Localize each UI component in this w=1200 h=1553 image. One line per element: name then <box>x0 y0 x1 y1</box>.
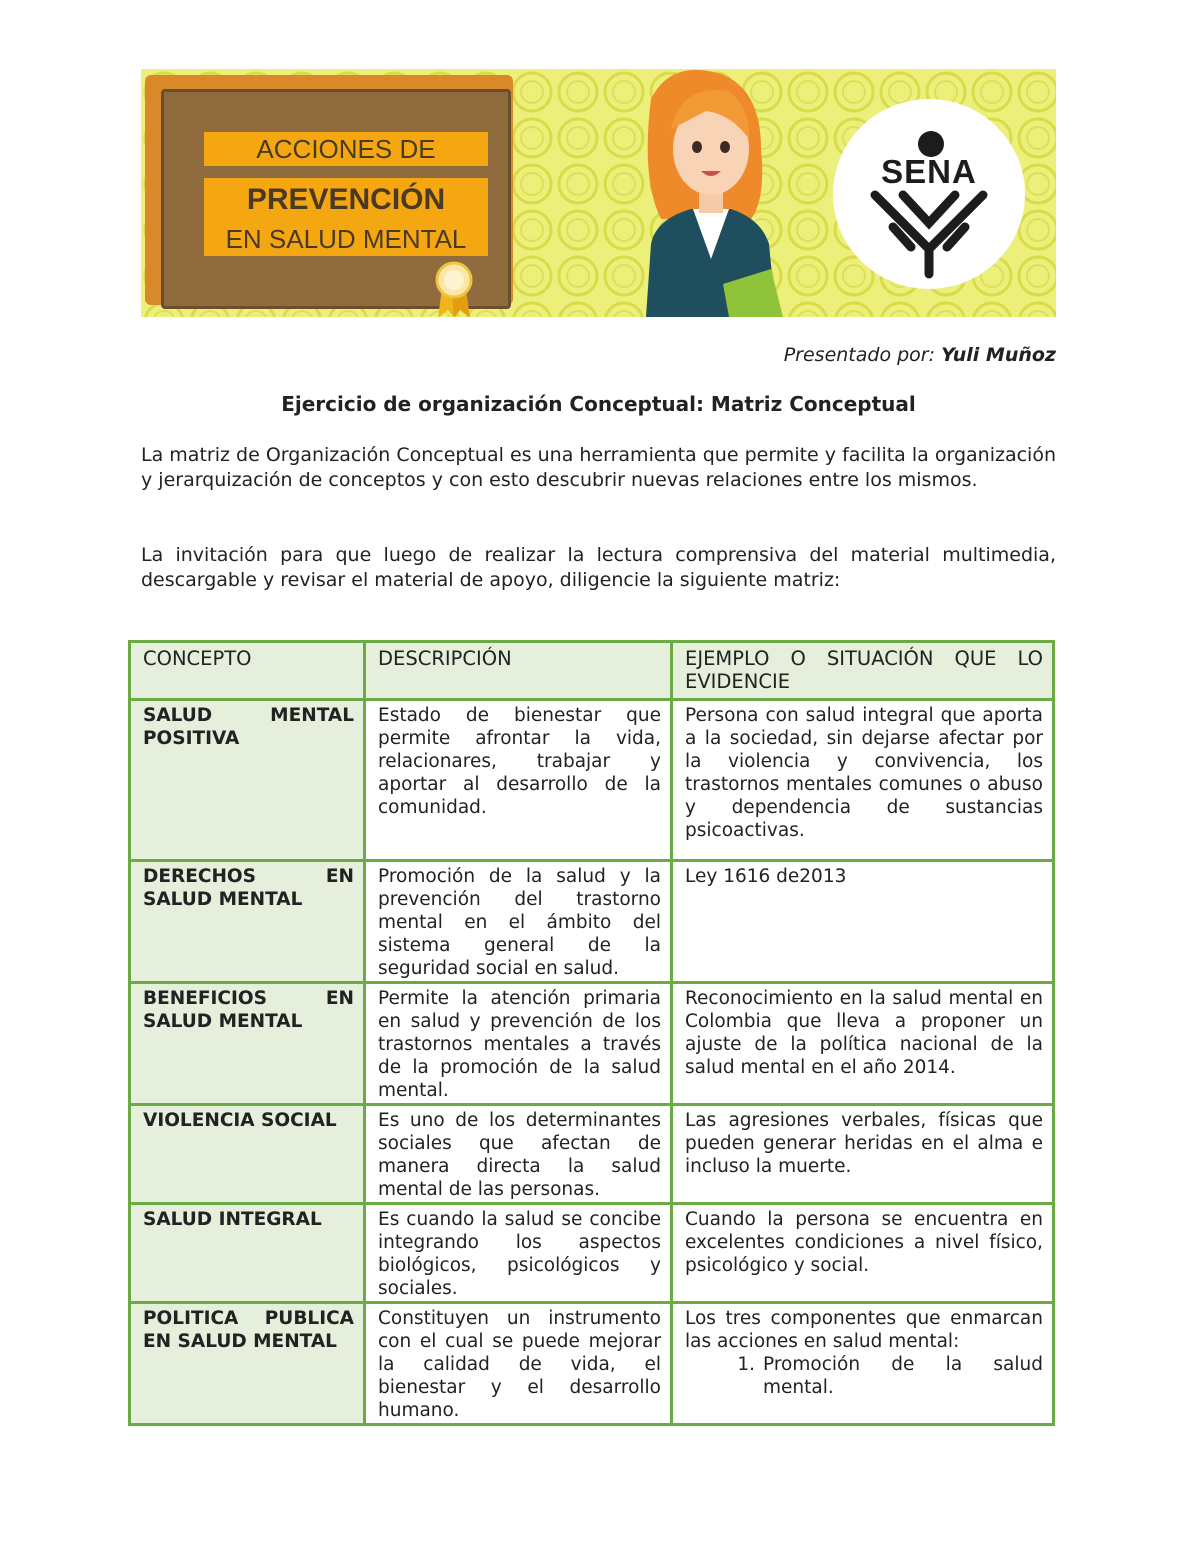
table-row <box>130 700 1054 861</box>
concept-cell: SALUD INTEGRAL <box>130 1204 365 1303</box>
header-concept: CONCEPTO <box>130 642 365 700</box>
concept-cell: VIOLENCIA SOCIAL <box>130 1105 365 1204</box>
banner-line-1: ACCIONES DE <box>204 132 488 166</box>
example-text: Los tres componentes que enmarcan las acciones en salud mental: <box>685 1308 1043 1352</box>
sena-logo <box>833 99 1025 289</box>
description-cell: Es cuando la salud se concibe integrando los aspectos biológicos, psicológicos y sociales. <box>365 1204 672 1303</box>
description-cell: Constituyen un instrumento con el cual se puede mejorar la calidad de vida, el bienestar y el desarrollo humano. <box>365 1303 672 1425</box>
banner-line-3: EN SALUD MENTAL <box>204 222 488 256</box>
table-row <box>130 983 1054 1105</box>
page-title: Ejercicio de organización Conceptual: Matriz Conceptual <box>281 392 916 416</box>
example-cell: Reconocimiento en la salud mental en Colombia que lleva a proponer un ajuste de la política nacional de la salud mental en el año 2014. <box>672 983 1054 1105</box>
sena-logo-icon <box>833 99 1025 289</box>
concept-cell: BENEFICIOS EN SALUD MENTAL <box>130 983 365 1105</box>
logo-text: SENA <box>881 153 977 190</box>
presented-label: Presentado por: <box>783 344 936 366</box>
example-cell: Persona con salud integral que aporta a la sociedad, sin dejarse afectar por la violencia y convivencia, los trastornos mentales comunes o abuso y dependencia de sustancias psicoactivas. <box>672 700 1054 861</box>
list-item <box>685 1353 1043 1399</box>
list-number: 1. <box>737 1354 755 1375</box>
concept-cell: DERECHOS EN SALUD MENTAL <box>130 861 365 983</box>
concept-cell: POLITICA PUBLICA EN SALUD MENTAL <box>130 1303 365 1425</box>
table-row <box>130 1105 1054 1204</box>
medal-icon <box>434 260 474 317</box>
description-cell: Es uno de los determinantes sociales que afectan de manera directa la salud mental de las personas. <box>365 1105 672 1204</box>
description-cell: Permite la atención primaria en salud y prevención de los trastornos mentales a través de la promoción de la salud mental. <box>365 983 672 1105</box>
header-example: EJEMPLO O SITUACIÓN QUE LO EVIDENCIE <box>672 642 1054 700</box>
example-cell: Cuando la persona se encuentra en excelentes condiciones a nivel físico, psicológico y social. <box>672 1204 1054 1303</box>
table-row <box>130 1204 1054 1303</box>
woman-illustration <box>611 69 801 317</box>
plaque <box>161 89 511 309</box>
table-header-row <box>130 642 1054 700</box>
plaque-frame <box>145 75 513 305</box>
example-cell: Ley 1616 de2013 <box>672 861 1054 983</box>
concept-cell: SALUD MENTAL POSITIVA <box>130 700 365 861</box>
example-cell <box>672 1303 1054 1425</box>
description-cell: Estado de bienestar que permite afrontar la vida, relacionares, trabajar y aportar al desarrollo de la comunidad. <box>365 700 672 861</box>
banner-line-2: PREVENCIÓN <box>204 178 488 222</box>
concept-matrix-table <box>128 640 1055 1426</box>
presented-by <box>784 344 1056 366</box>
example-cell: Las agresiones verbales, físicas que pueden generar heridas en el alma e incluso la muerte. <box>672 1105 1054 1204</box>
table-row <box>130 1303 1054 1425</box>
presenter-name: Yuli Muñoz <box>941 344 1056 366</box>
instruction-paragraph: La invitación para que luego de realizar la lectura comprensiva del material multimedia, descargable y revisar el material de apoyo, diligencie la siguiente matriz: <box>141 544 1056 591</box>
table-row <box>130 861 1054 983</box>
header-description: DESCRIPCIÓN <box>365 642 672 700</box>
header-banner <box>141 69 1056 317</box>
intro-paragraph: La matriz de Organización Conceptual es una herramienta que permite y facilita la organización y jerarquización de conceptos y con esto descubrir nuevas relaciones entre los mismos. <box>141 444 1056 491</box>
list-text: Promoción de la salud mental. <box>763 1354 1043 1398</box>
numbered-list <box>685 1353 1043 1399</box>
description-cell: Promoción de la salud y la prevención del trastorno mental en el ámbito del sistema general de la seguridad social en salud. <box>365 861 672 983</box>
